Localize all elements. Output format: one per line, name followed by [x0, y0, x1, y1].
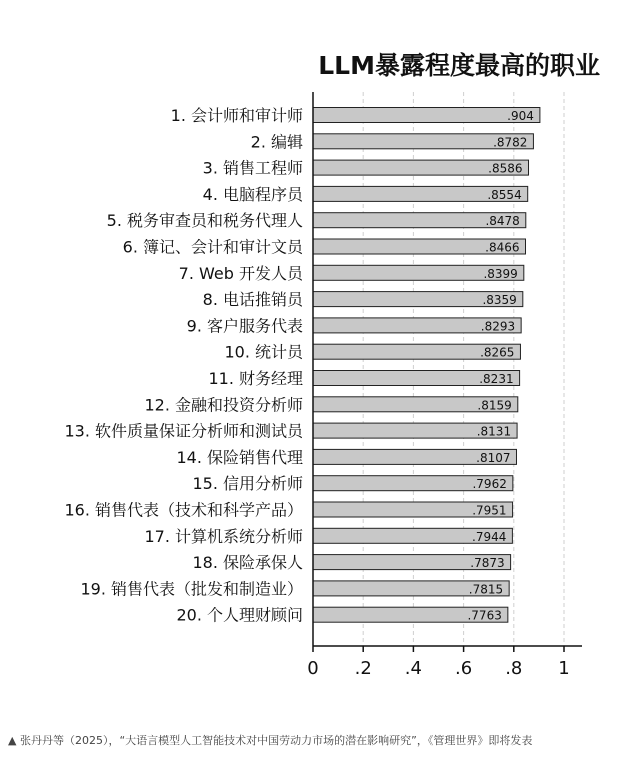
category-label-11: 11. 财务经理: [208, 369, 303, 388]
x-tick-label-1: .2: [354, 658, 372, 679]
category-label-1: 1. 会计师和审计师: [170, 106, 303, 125]
bar-value-label-2: .8782: [493, 135, 528, 150]
bar-value-label-5: .8478: [485, 214, 520, 229]
bar-value-label-1: .904: [507, 109, 534, 123]
category-label-18: 18. 保险承保人: [192, 553, 303, 573]
bar-value-label-15: .7962: [472, 477, 507, 492]
bar-value-label-10: .8265: [480, 345, 515, 360]
bars: [64, 106, 539, 625]
category-label-19: 19. 销售代表（批发和制造业）: [80, 579, 303, 599]
category-label-15: 15. 信用分析师: [192, 474, 303, 494]
x-tick-label-3: .6: [455, 658, 473, 679]
bar-value-label-14: .8107: [476, 450, 511, 465]
bar-value-label-12: .8159: [477, 398, 512, 413]
category-label-3: 3. 销售工程师: [202, 158, 303, 178]
source-caption: ▲ 张丹丹等（2025），“大语言模型人工智能技术对中国劳动力市场的潜在影响研究”，《管理世界》即将发表: [8, 734, 533, 747]
category-label-13: 13. 软件质量保证分析师和测试员: [64, 421, 303, 441]
x-tick-label-5: 1: [558, 658, 570, 679]
bar-value-label-18: .7873: [470, 556, 505, 571]
bar-value-label-6: .8466: [485, 240, 520, 255]
category-label-5: 5. 税务审查员和税务代理人: [106, 211, 303, 231]
category-label-10: 10. 统计员: [224, 342, 303, 362]
category-label-6: 6. 簿记、会计和审计文员: [122, 237, 303, 257]
bar-value-label-20: .7763: [467, 608, 502, 623]
category-label-14: 14. 保险销售代理: [176, 447, 303, 467]
bar-value-label-4: .8554: [487, 187, 522, 202]
category-label-16: 16. 销售代表（技术和科学产品）: [64, 500, 303, 520]
bar-value-label-11: .8231: [479, 372, 514, 386]
category-label-2: 2. 编辑: [250, 132, 303, 152]
x-tick-label-0: 0: [307, 658, 319, 679]
bar-value-label-8: .8359: [482, 293, 517, 308]
bar-value-label-16: .7951: [472, 503, 507, 518]
category-label-7: 7. Web 开发人员: [178, 263, 303, 283]
chart-title: LLM暴露程度最高的职业: [318, 51, 600, 80]
x-tick-label-2: .4: [404, 658, 422, 679]
bar-value-label-19: .7815: [468, 582, 504, 597]
bar-value-label-9: .8293: [480, 319, 516, 334]
bar-value-label-7: .8399: [483, 266, 518, 281]
bar-value-label-13: .8131: [476, 424, 512, 439]
x-tick-label-4: .8: [505, 658, 523, 679]
category-label-12: 12. 金融和投资分析师: [144, 395, 303, 415]
bar-value-label-3: .8586: [488, 161, 523, 176]
category-label-8: 8. 电话推销员: [202, 290, 303, 310]
bar-1: [313, 108, 540, 123]
bar-value-label-17: .7944: [472, 529, 507, 544]
category-label-17: 17. 计算机系统分析师: [144, 526, 303, 546]
category-label-4: 4. 电脑程序员: [202, 184, 303, 204]
category-label-20: 20. 个人理财顾问: [176, 605, 303, 625]
category-label-9: 9. 客户服务代表: [186, 316, 303, 336]
